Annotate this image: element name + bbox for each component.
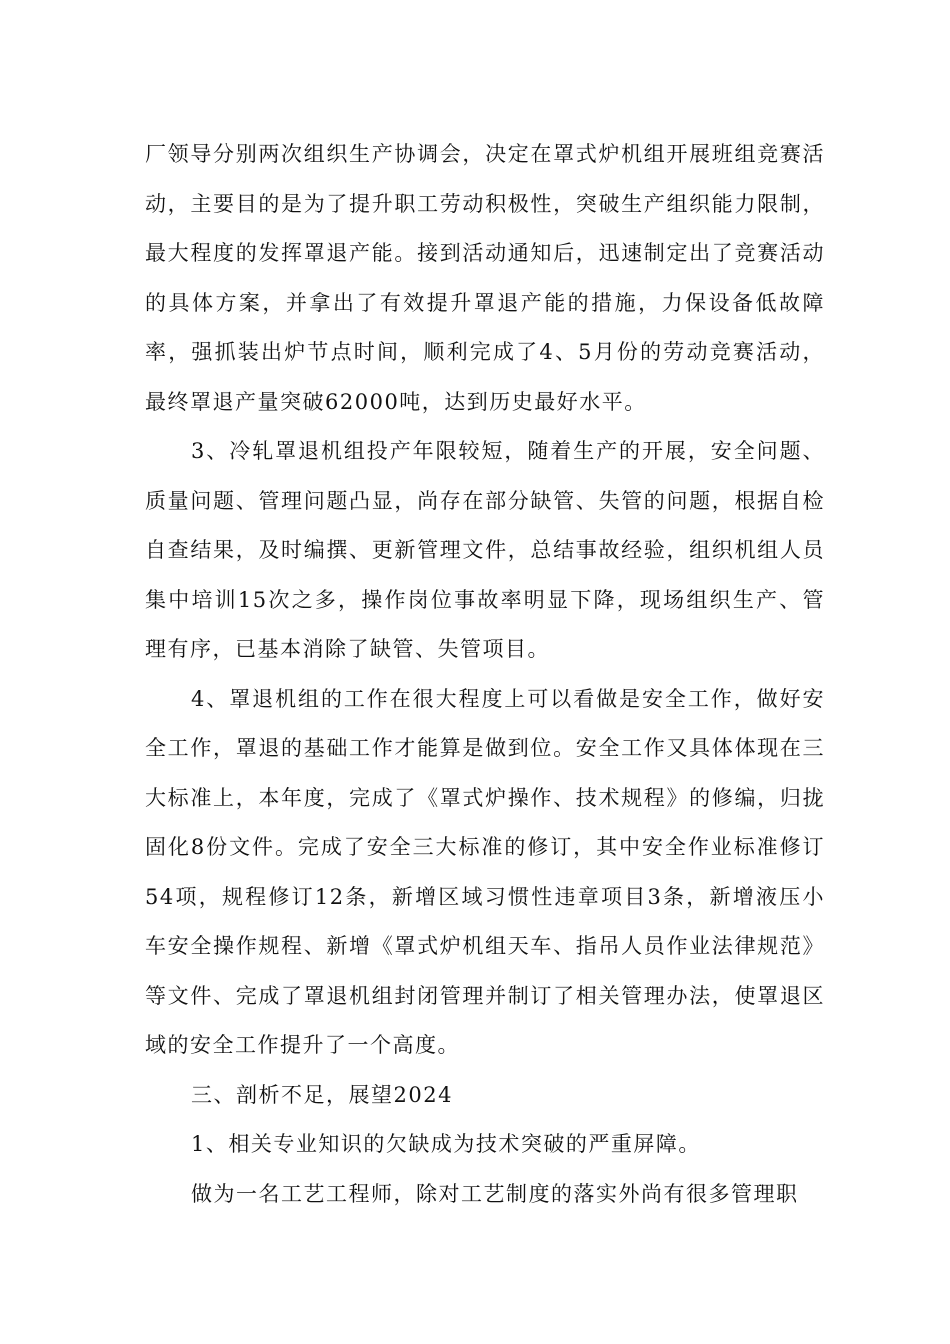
paragraph-last: 做为一名工艺工程师，除对工艺制度的落实外尚有很多管理职 <box>191 1181 799 1206</box>
paragraph-item-3: 3、冷轧罩退机组投产年限较短，随着生产的开展，安全问题、质量问题、管理问题凸显，尚存在部分缺管、失管的问题，根据自检自查结果，及时编撰、更新管理文件，总结事故经验，组织机组人员集中培训15次之多，操作岗位事故率明显下降，现场组织生产、管理有序，已基本消除了缺管、失管项目。 <box>145 439 825 661</box>
paragraph-item-4: 4、罩退机组的工作在很大程度上可以看做是安全工作，做好安全工作，罩退的基础工作才能算是做到位。安全工作又具体体现在三大标准上，本年度，完成了《罩式炉操作、技术规程》的修编，归拢固化8份文件。完成了安全三大标准的修订，其中安全作业标准修订54项，规程修订12条，新增区域习惯性违章项目3条，新增液压小车安全操作规程、新增《罩式炉机组天车、指吊人员作业法律规范》等文件、完成了罩退机组封闭管理并制订了相关管理办法，使罩退区域的安全工作提升了一个高度。 <box>145 686 825 1057</box>
document-body <box>145 130 825 1219</box>
paragraph-continuation: 厂领导分别两次组织生产协调会，决定在罩式炉机组开展班组竞赛活动，主要目的是为了提升职工劳动积极性，突破生产组织能力限制，最大程度的发挥罩退产能。接到活动通知后，迅速制定出了竞赛活动的具体方案，并拿出了有效提升罩退产能的措施，力保设备低故障率，强抓装出炉节点时间，顺利完成了4、5月份的劳动竞赛活动，最终罩退产量突破62000吨，达到历史最好水平。 <box>145 142 825 414</box>
sub-item-heading: 1、相关专业知识的欠缺成为技术突破的严重屏障。 <box>191 1132 701 1156</box>
section-heading: 三、剖析不足，展望2024 <box>191 1082 453 1107</box>
